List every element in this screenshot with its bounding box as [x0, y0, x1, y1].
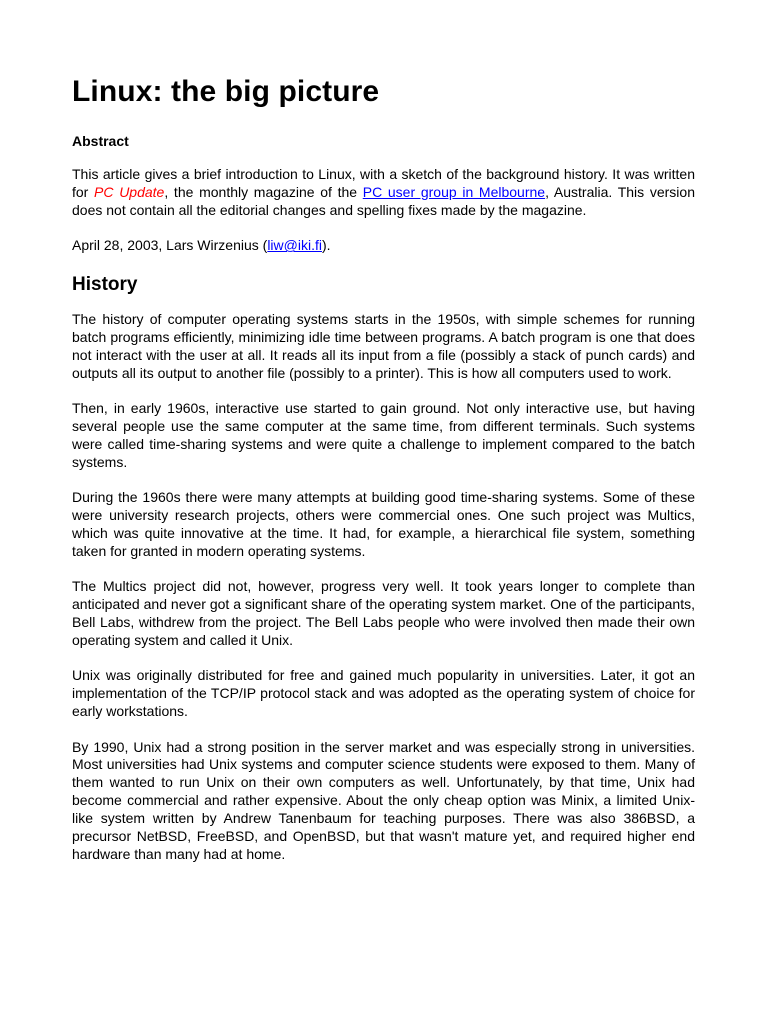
abstract-paragraph [72, 166, 695, 220]
history-paragraph-3: During the 1960s there were many attempts at building good time-sharing systems. Some of these were university research projects, others were commercial ones. One such project was Multics, which was quite innovative at the time. It had, for example, a hierarchical file system, something taken for granted in modern operating systems. [72, 489, 695, 559]
history-paragraph-1: The history of computer operating systems starts in the 1950s, with simple schemes for running batch programs efficiently, minimizing idle time between programs. A batch program is one that does not interact with the user at all. It reads all its input from a file (possibly a stack of punch cards) and outputs all its output to another file (possibly to a printer). This is how all computers used to work. [72, 311, 695, 381]
byline [72, 237, 695, 255]
author-email-link[interactable]: liw@iki.fi [267, 237, 322, 254]
byline-prefix: April 28, 2003, Lars Wirzenius ( [72, 237, 268, 254]
magazine-name: PC Update [94, 183, 165, 200]
byline-suffix: ). [321, 237, 331, 254]
abstract-text-start: This article gives a brief introduction to Linux, with a sketch of the background history. It was written for [72, 166, 695, 200]
abstract-text-end: , Australia. This version does not contain all the editorial changes and spelling fixes made by the magazine. [72, 183, 695, 218]
history-paragraph-4: The Multics project did not, however, progress very well. It took years longer to complete than anticipated and never got a significant share of the operating system market. One of the participants, Bell Labs, withdrew from the project. The Bell Labs people who were involved then made their own operating system and called it Unix. [72, 578, 695, 648]
history-paragraph-6: By 1990, Unix had a strong position in the server market and was especially strong in universities. Most universities had Unix systems and computer science students were exposed to them. Many of them wanted to run Unix on their own computers as well. Unfortunately, by that time, Unix had become commercial and rather expensive. About the only cheap option was Minix, a limited Unix-like system written by Andrew Tanenbaum for teaching purposes. There was also 386BSD, a precursor NetBSD, FreeBSD, and OpenBSD, but that wasn't mature yet, and required higher end hardware than many had at home. [72, 738, 695, 862]
history-heading: History [72, 274, 138, 296]
history-paragraph-5: Unix was originally distributed for free and gained much popularity in universities. Later, it got an implementation of the TCP/IP protocol stack and was adopted as the operating system of choice for early workstations. [72, 667, 695, 719]
abstract-heading: Abstract [72, 133, 129, 149]
page-title: Linux: the big picture [72, 75, 380, 108]
user-group-link[interactable]: PC user group in Melbourne [362, 183, 546, 200]
abstract-text-middle: , the monthly magazine of the [164, 183, 363, 200]
history-paragraph-2: Then, in early 1960s, interactive use started to gain ground. Not only interactive use, but having several people use the same computer at the same time, from different terminals. Such systems were called time-sharing systems and were quite a challenge to implement compared to the batch systems. [72, 400, 695, 470]
